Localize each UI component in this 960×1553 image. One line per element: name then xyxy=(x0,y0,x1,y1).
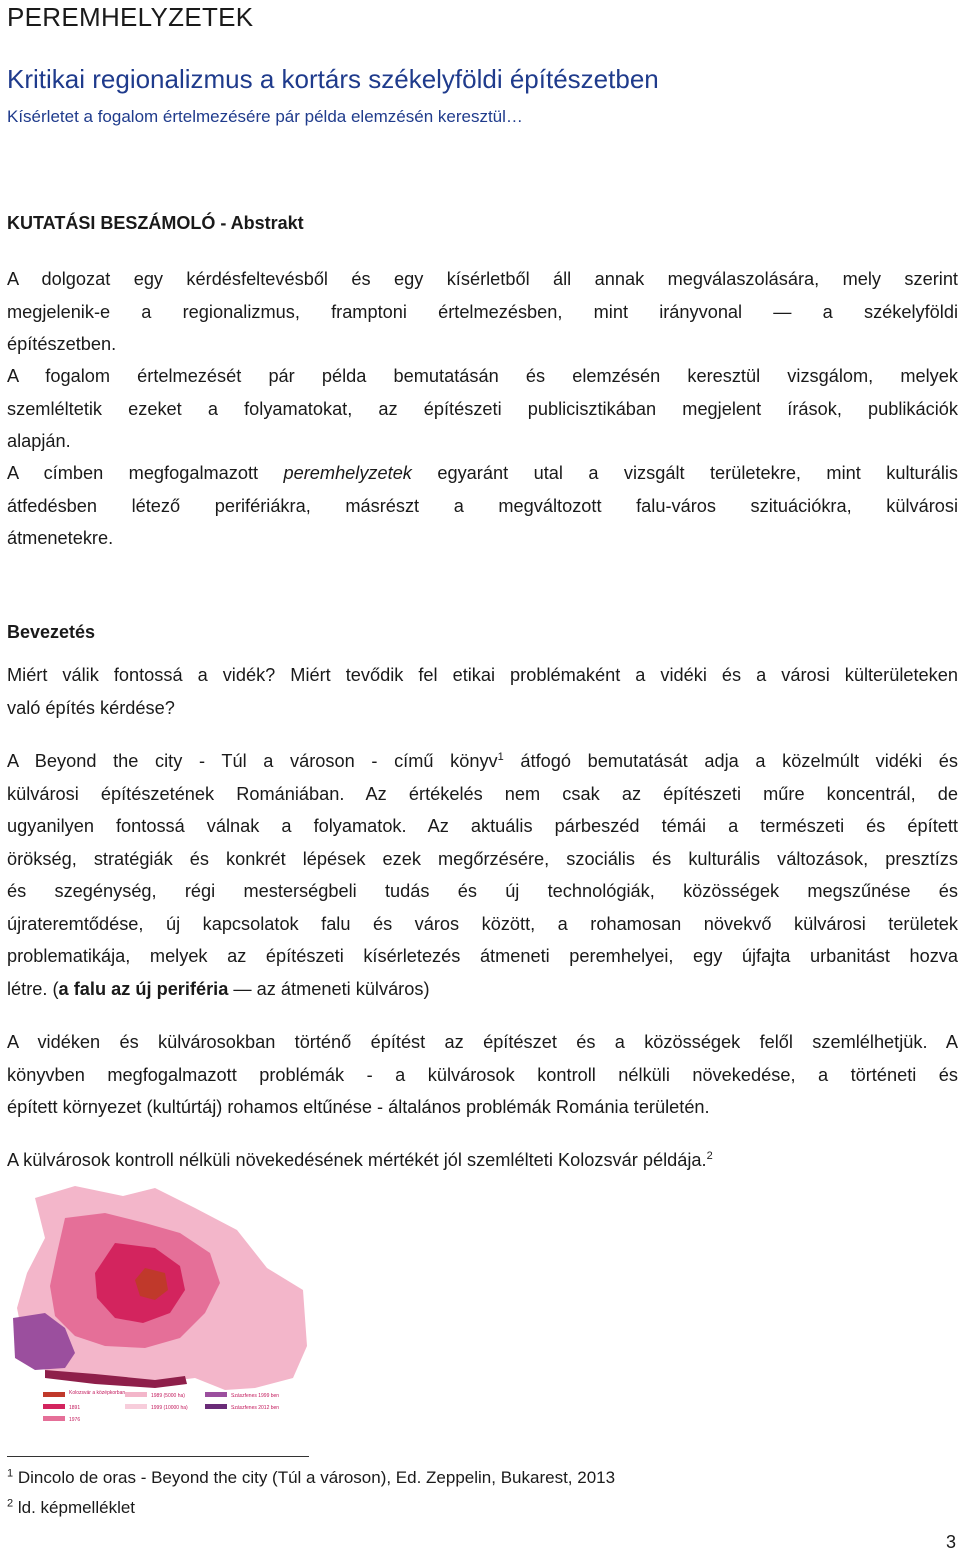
legend-label: 1999 (10000 ha) xyxy=(151,1405,188,1411)
text-line: A dolgozat egy kérdésfeltevésből és egy kísérletből áll annak megválaszolására, mely szerint xyxy=(7,269,958,289)
legend-swatch xyxy=(43,1392,65,1397)
text-fragment: A külvárosok kontroll nélküli növekedésének mértékét jól szemlélteti Kolozsvár példája. xyxy=(7,1150,707,1170)
legend-swatch xyxy=(205,1392,227,1397)
text-line: alapján. xyxy=(7,431,71,451)
text-line: könyvben megfogalmazott problémák - a külvárosok kontroll nélküli növekedése, a történeti és xyxy=(7,1064,958,1085)
text-line: örökség, stratégiák és konkrét lépések ezek megőrzésére, szociális és kulturális változások, presztízs xyxy=(7,848,958,869)
text-line xyxy=(7,457,958,490)
footnote-1 xyxy=(7,1468,615,1488)
document-tagline: Kísérletet a fogalom értelmezésére pár példa elemzésén keresztül… xyxy=(7,107,523,126)
intro-paragraph-1 xyxy=(7,745,958,1005)
text-line: megjelenik-e a regionalizmus, framptoni értelmezésben, mint irányvonal — a székelyföldi xyxy=(7,301,958,322)
footnote-ref[interactable]: 2 xyxy=(706,1149,713,1162)
footnote-text: Dincolo de oras - Beyond the city (Túl a városon), Ed. Zeppelin, Bukarest, 2013 xyxy=(17,1468,616,1487)
text-line: való építés kérdése? xyxy=(7,697,175,718)
text-fragment: létre. ( xyxy=(7,978,59,999)
intro-paragraph-2 xyxy=(7,1026,958,1124)
footnote-separator xyxy=(7,1456,309,1457)
intro-questions xyxy=(7,659,958,724)
text-fragment: A Beyond the city - Túl a városon - című könyv xyxy=(7,751,498,771)
legend-label: 1976 xyxy=(69,1417,81,1423)
text-line: problematikája, melyek az építészeti kísérletezés átmeneti peremhelyei, egy újfajta urbanitást hozva xyxy=(7,946,958,966)
intro-heading: Bevezetés xyxy=(7,622,96,642)
footnote-ref[interactable]: 1 xyxy=(497,750,504,763)
legend-label: Szászfenes 2012 ben xyxy=(231,1405,280,1411)
page-number: 3 xyxy=(945,1532,956,1552)
text-line: épített környezet (kultúrtáj) rohamos eltűnése - általános problémák Románia területén. xyxy=(7,1097,710,1117)
kolozsvar-growth-map xyxy=(5,1178,315,1440)
legend-label: Szászfenes 1999 ben xyxy=(231,1393,280,1399)
text-line: átfedésben létező perifériákra, másrészt a megváltozott falu-város szituációkra, külvárosi xyxy=(7,495,958,516)
document-title: PEREMHELYZETEK xyxy=(7,2,254,32)
legend-label: 1989 (5000 ha) xyxy=(151,1393,185,1399)
text-line: újrateremtődése, új kapcsolatok falu és város között, a rohamosan növekvő külvárosi területek xyxy=(7,913,958,934)
text-line xyxy=(7,1144,958,1177)
bold-phrase: a falu az új periféria xyxy=(58,978,229,999)
footnote-2 xyxy=(7,1498,135,1518)
footnote-number: 1 xyxy=(7,1467,14,1480)
legend-swatch xyxy=(125,1404,147,1409)
abstract-paragraph-1 xyxy=(7,263,958,361)
footnote-text: ld. képmelléklet xyxy=(17,1498,136,1517)
text-line xyxy=(7,973,958,1006)
text-line: építészetben. xyxy=(7,334,117,354)
legend-swatch xyxy=(125,1392,147,1397)
abstract-heading: KUTATÁSI BESZÁMOLÓ - Abstrakt xyxy=(7,213,304,233)
text-line: ugyanilyen fontossá válnak a folyamatok. Az aktuális párbeszéd témái a természeti és épített xyxy=(7,816,958,836)
document-subtitle: Kritikai regionalizmus a kortárs székelyföldi építészetben xyxy=(7,64,659,94)
text-fragment: átfogó bemutatását adja a közelmúlt vidéki és xyxy=(503,751,959,771)
text-fragment: — az átmeneti külváros) xyxy=(228,978,430,999)
text-fragment: A címben megfogalmazott xyxy=(7,463,284,483)
text-fragment: egyaránt utal a vizsgált területekre, mint kulturális xyxy=(411,463,959,483)
abstract-paragraph-3 xyxy=(7,457,958,555)
text-line: Miért válik fontossá a vidék? Miért tevődik fel etikai problémaként a vidéki és a városi külterületeken xyxy=(7,665,958,685)
intro-paragraph-3 xyxy=(7,1144,958,1177)
text-line: A vidéken és külvárosokban történő építést az építészet és a közösségek felől szemlélhetjük. A xyxy=(7,1032,958,1052)
text-line: külvárosi építészetének Romániában. Az értékelés nem csak az építészeti műre koncentrál, de xyxy=(7,783,958,804)
legend-label: 1891 xyxy=(69,1405,81,1411)
text-line: átmenetekre. xyxy=(7,528,114,548)
legend-swatch xyxy=(43,1416,65,1421)
text-line xyxy=(7,745,958,778)
text-line: szemléltetik ezeket a folyamatokat, az építészeti publicisztikában megjelent írások, publikációk xyxy=(7,398,958,419)
footnote-number: 2 xyxy=(7,1497,14,1510)
emphasis-term: peremhelyzetek xyxy=(283,463,412,483)
legend-swatch xyxy=(43,1404,65,1409)
text-line: és szegénység, régi mesterségbeli tudás és új technológiák, közösségek megszűnése és xyxy=(7,881,958,901)
legend-swatch xyxy=(205,1404,227,1409)
abstract-paragraph-2 xyxy=(7,360,958,458)
text-line: A fogalom értelmezését pár példa bemutatásán és elemzésén keresztül vizsgálom, melyek xyxy=(7,366,958,386)
legend-label: Kolozsvár a középkorban xyxy=(69,1390,126,1396)
